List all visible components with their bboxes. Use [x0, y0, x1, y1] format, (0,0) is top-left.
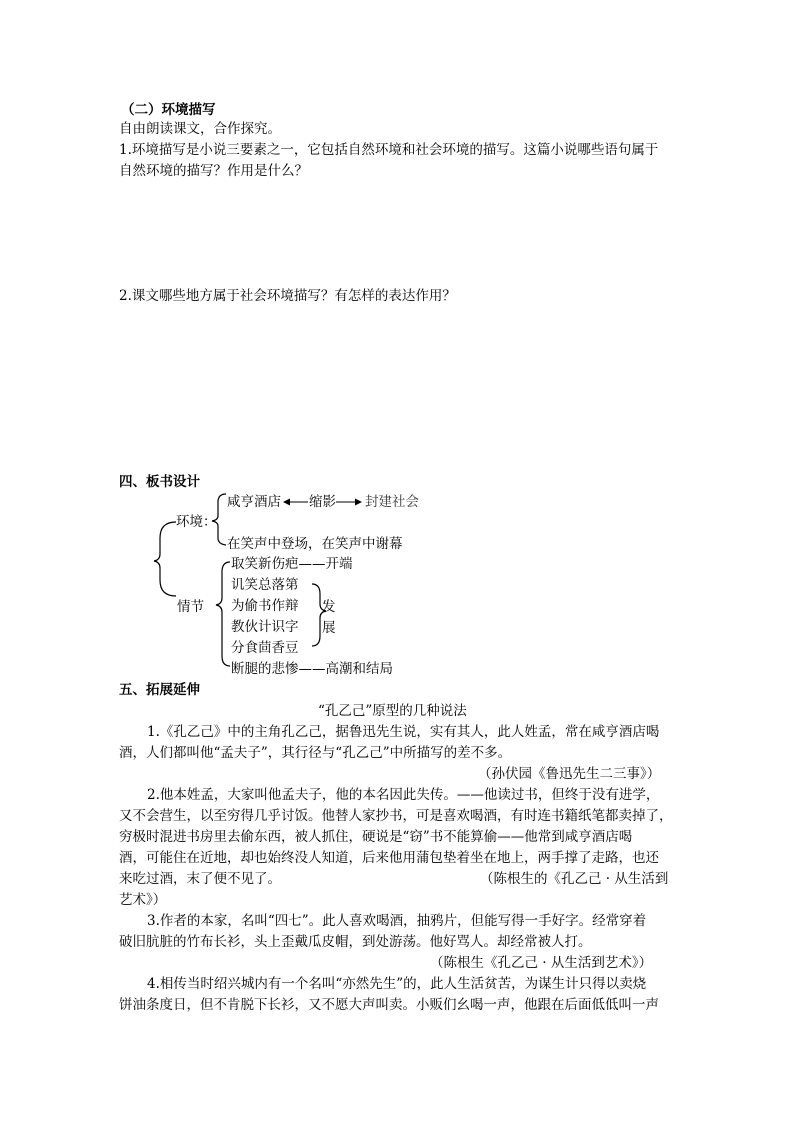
ext-p1-line-2: 酒，人们都叫他“孟夫子”，其行径与“孔乙己”中所描写的差不多。 — [119, 745, 512, 761]
env-label: 环境： — [176, 514, 217, 530]
ext-p2-line-5: 来吃过酒，末了便不见了。 — [119, 871, 281, 887]
arrow-right-head — [355, 499, 362, 506]
plot-start: 取笑新伤疤——开端 — [231, 556, 353, 572]
board-heading: 四、板书设计 — [119, 474, 200, 490]
env-question-1-line-2: 自然环境的描写？作用是什么？ — [119, 163, 308, 179]
ext-p2-line-2: 又不会营生，以至穷得几乎讨饭。他替人家抄书，可是喜欢喝酒，有时连书籍纸笔都卖掉了， — [119, 808, 673, 824]
plot-brace — [216, 562, 230, 666]
plot-item-3: 教伙计识字 — [231, 619, 299, 635]
env-arrow-mid-label: 缩影 — [309, 494, 336, 510]
ext-p2-line-1: 2.他本姓孟，大家叫他孟夫子，他的本名因此失传。——他读过书，但终于没有进学， — [147, 787, 660, 803]
ext-heading: 五、拓展延伸 — [119, 682, 200, 698]
plot-label: 情节 — [177, 599, 204, 615]
env-question-1-line-1: 1.环境描写是小说三要素之一，它包括自然环境和社会环境的描写。这篇小说哪些语句属于 — [119, 142, 659, 158]
ext-p4-line-1: 4.相传当时绍兴城内有一个名叫“亦然先生”的，此人生活贫苦，为谋生计只得以卖烧 — [147, 976, 647, 992]
ext-p3-source: （陈根生《孔乙己 · 从生活到艺术》） — [430, 955, 653, 971]
ext-p2-line-4: 酒，可能住在近地，却也始终没人知道，后来他用蒲包垫着坐在地上，两手撑了走路，也还 — [119, 850, 659, 866]
env-arrow-end-label: 封建社会 — [365, 494, 419, 510]
plot-development-char-1: 发 — [322, 599, 336, 615]
env-item-tavern: 咸亨酒店 — [227, 494, 281, 510]
env-heading: （二）环境描写 — [121, 102, 216, 118]
ext-p2-source-1: （陈根生的《孔乙己 · 从生活到 — [480, 871, 669, 887]
ext-p2-source-2: 艺术》） — [119, 892, 167, 908]
env-question-2: 2.课文哪些地方属于社会环境描写？有怎样的表达作用？ — [119, 288, 456, 304]
ext-p4-line-2: 饼油条度日，但不肯脱下长衫，又不愿大声叫卖。小贩们幺喝一声，他跟在后面低低叫一声 — [119, 997, 659, 1013]
plot-item-1: 讥笑总落第 — [231, 577, 299, 593]
env-intro: 自由朗读课文，合作探究。 — [119, 121, 281, 137]
ext-p3-line-2: 破旧肮脏的竹布长衫，头上歪戴瓜皮帽，到处游荡。他好骂人。却经常被人打。 — [119, 934, 592, 950]
ext-p1-source: （孙伏园《鲁迅先生二三事》） — [478, 766, 661, 782]
plot-development-char-2: 展 — [322, 620, 336, 636]
env-item-laughter: 在笑声中登场，在笑声中谢幕 — [227, 536, 403, 552]
arrow-left-head — [283, 499, 290, 506]
ext-p3-line-1: 3.作者的本家，名叫“四七”。此人喜欢喝酒，抽鸦片，但能写得一手好字。经常穿着 — [147, 913, 647, 929]
ext-p2-line-3: 穷极时混进书房里去偷东西，被人抓住，硬说是“窃”书不能算偷——他常到咸亨酒店喝 — [119, 829, 633, 845]
plot-end: 断腿的悲惨——高潮和结局 — [231, 661, 393, 677]
ext-title: “孔乙己”原型的几种说法 — [318, 703, 467, 719]
plot-item-4: 分食茴香豆 — [231, 640, 299, 656]
outer-brace — [154, 522, 176, 596]
ext-p1-line-1: 1.《孔乙己》中的主角孔乙己，据鲁迅先生说，实有其人，此人姓孟，常在咸亨酒店喝 — [147, 724, 660, 740]
plot-item-2: 为偷书作辩 — [231, 598, 299, 614]
